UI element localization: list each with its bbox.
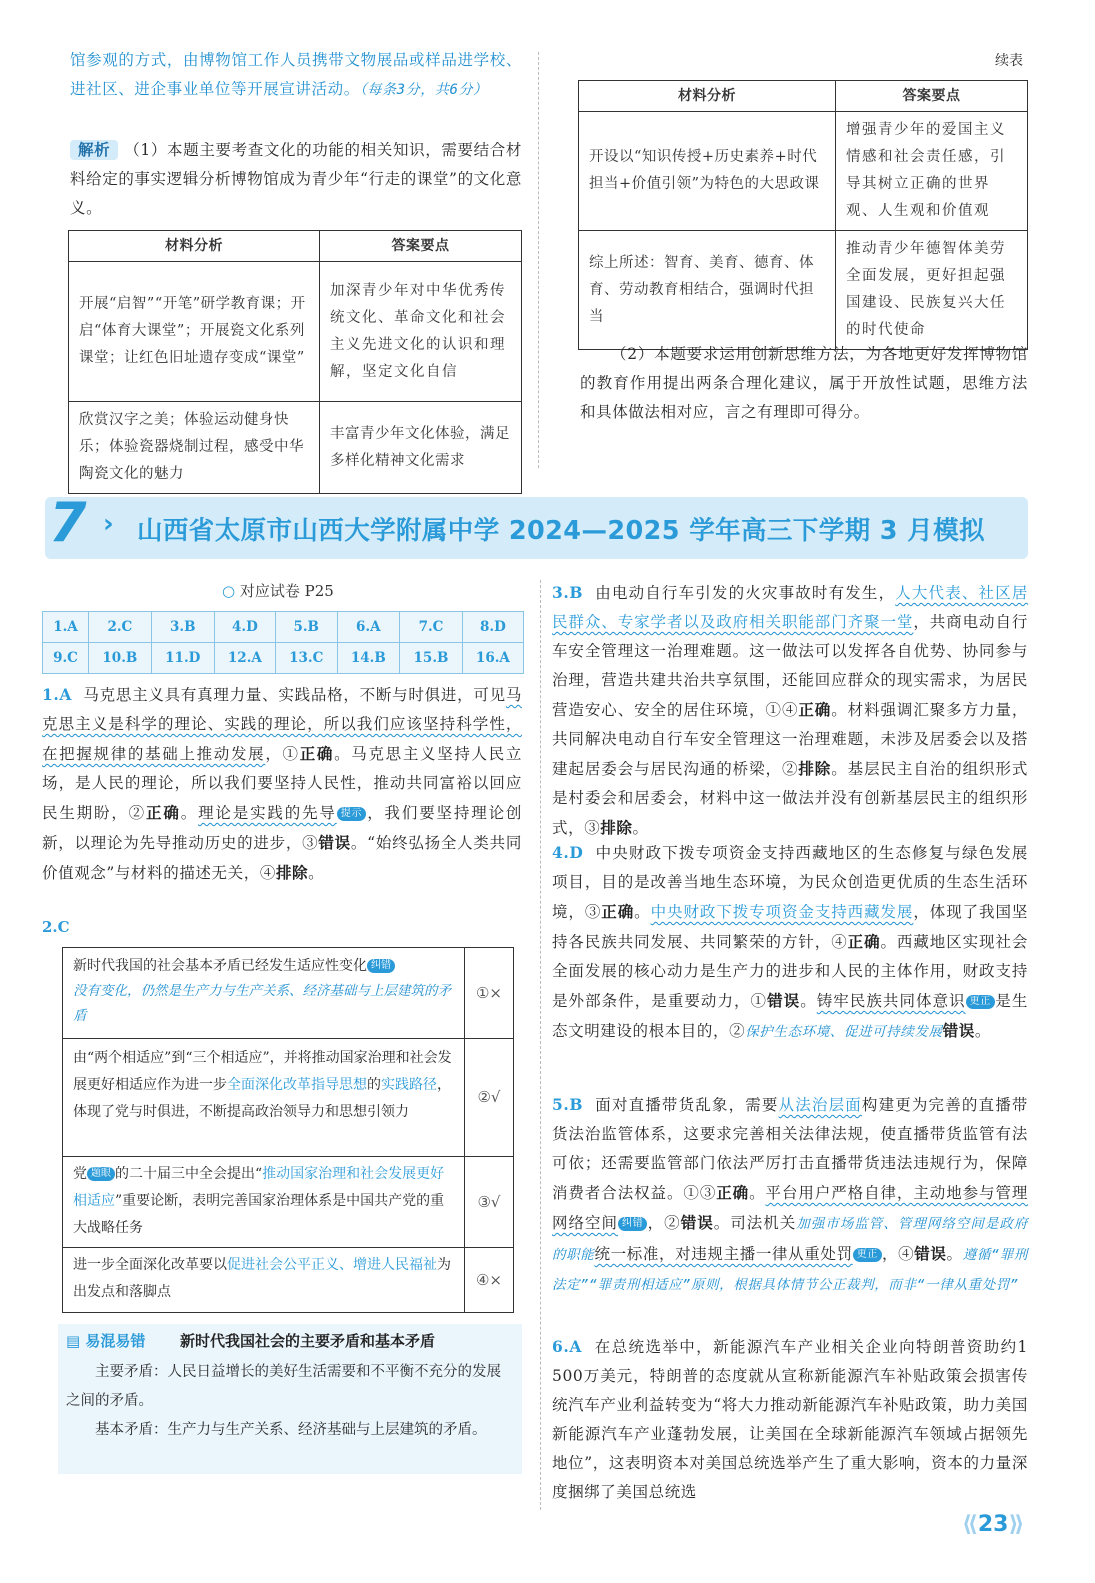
q4-text: 。 <box>634 903 651 921</box>
top-left-table <box>68 230 522 494</box>
correct-tag: 纠错 <box>367 959 395 973</box>
answer-cell: 9.C <box>43 643 89 674</box>
note-2: （2）本题要求运用创新思维方法，为各地更好发挥博物馆的教育作用提出两条合理化建议，属于开放性试题，思维方法和具体做法相对应，言之有理即可得分。 <box>580 345 1028 421</box>
q5-verdict: 错误 <box>914 1244 947 1263</box>
book-icon: ▤ <box>66 1332 81 1350</box>
answer-cell: 8.D <box>462 612 523 643</box>
q1-text: ，我们要坚持理论创新，以理论为先导推动历史的进步，③ <box>42 804 523 852</box>
q1-text: 。“始终弘扬全人类共同价值观念”与材料的描述无关，④ <box>42 834 523 882</box>
answer-cell: 1.A <box>43 612 89 643</box>
q4-verdict: 正确 <box>847 932 881 951</box>
q2-option-box <box>62 947 514 1313</box>
q1-verdict: 正确 <box>146 803 181 822</box>
q3-text: 。材料强调汇聚多方力量，共同解决电动自行车安全管理这一治理难题，未涉及居委会以及搭建起居委会与居民沟通的桥梁，② <box>552 701 1029 778</box>
q3-text: ，共商电动自行车安全管理这一治理难题。这一做法可以发挥各自优势、协同参与治理，营造共建共治共享氛围，还能回应群众的现实需求，为居民营造安心、安全的居住环境，①④ <box>552 613 1029 719</box>
hint-tag: 提示 <box>337 807 366 821</box>
continued-label: 续表 <box>995 53 1023 69</box>
answer-cell: 15.B <box>400 643 463 674</box>
q5-note: 遵循“罪刑法定”“罪责刑相适应”原则，根据具体情节公正裁判，而非“一律从重处罚” <box>552 1247 1028 1293</box>
confusable-title: 新时代我国社会的主要矛盾和基本矛盾 <box>180 1332 436 1350</box>
q1-number: 1.A <box>42 685 73 704</box>
q2-row <box>63 948 513 1039</box>
keyword-tag: 题眼 <box>87 1167 115 1181</box>
answer-cell: 5.B <box>275 612 337 643</box>
table-cell: 开设以“知识传授+历史素养+时代担当+价值引领”为特色的大思政课 <box>579 112 836 231</box>
q2-statement: 由“两个相适应”到“三个相适应”，并将推动国家治理和社会发展更好相适应作为进一步 <box>73 1050 452 1093</box>
q5-text: ，② <box>647 1214 681 1232</box>
column-divider <box>540 580 541 1510</box>
top-right-table <box>578 80 1028 350</box>
q2-row-text <box>73 954 453 1029</box>
exam-reference <box>222 580 334 601</box>
answer-cell: 3.B <box>151 612 214 643</box>
q1-text: ，① <box>265 745 300 763</box>
q5-text: ，④ <box>881 1245 915 1263</box>
confusable-box <box>58 1324 522 1474</box>
q2-mark: ④× <box>464 1248 513 1312</box>
answer-cell: 4.D <box>214 612 275 643</box>
q2-row-text <box>73 1252 453 1306</box>
q5-verdict: 错误 <box>680 1213 714 1232</box>
q3-verdict: 正确 <box>798 700 832 719</box>
section-title: 山西省太原市山西大学附属中学 2024—2025 学年高三下学期 3 月模拟 <box>137 516 985 546</box>
q3-number: 3.B <box>552 583 584 602</box>
answer-cell: 2.C <box>89 612 152 643</box>
analysis-text: （1）本题主要考查文化的功能的相关知识，需要结合材料给定的事实逻辑分析博物馆成为青少年“行走的课堂”的文化意义。 <box>70 141 522 217</box>
table-cell: 推动青少年德智体美劳全面发展，更好担起强国建设、民族复兴大任的时代使命 <box>836 231 1028 350</box>
q2-highlight: 全面深化改革指导思想 <box>227 1077 367 1093</box>
answer-cell: 6.A <box>337 612 400 643</box>
q2-statement: ”重要论断，表明完善国家治理体系是中国共产党的重大战略任务 <box>73 1193 445 1236</box>
q1-verdict: 正确 <box>299 744 335 763</box>
q4-verdict: 错误 <box>767 991 801 1010</box>
q4-number: 4.D <box>552 843 584 862</box>
correction-tag: 更正 <box>966 995 995 1009</box>
left-bracket-icon: ⟪ <box>962 1512 978 1537</box>
q2-statement: 的 <box>367 1077 381 1093</box>
q5-text: 。司法机关 <box>713 1214 797 1232</box>
exam-ref-text: 对应试卷 P25 <box>239 582 334 600</box>
answer-cell: 11.D <box>151 643 214 674</box>
q4-verdict: 正确 <box>601 902 635 921</box>
table-header: 材料分析 <box>579 81 836 112</box>
q2-row <box>63 1039 513 1157</box>
circle-bullet-icon: ○ <box>222 582 236 600</box>
q5-text: 构建更为完善的直播带货法治监管体系，这要求完善相关法律法规，使直播带货监管有法可依；还需要监管部门依法严厉打击直播带货违法违规行为，保障消费者合法权益。①③ <box>552 1096 1028 1202</box>
table-header: 答案要点 <box>836 81 1028 112</box>
q2-statement: 党 <box>73 1166 87 1182</box>
correction-tag: 更正 <box>853 1248 882 1262</box>
q3-text: 由电动自行车引发的火灾事故时有发生， <box>595 584 896 602</box>
q2-row <box>63 1248 513 1312</box>
table-header: 材料分析 <box>69 231 320 262</box>
q4-text: 。西藏地区实现社会全面发展的核心动力是生产力的进步和人民的主体作用，财政支持是外部条件，是重要动力，① <box>552 933 1028 1010</box>
q5-text: 。 <box>749 1184 766 1202</box>
confusable-label-text: 易混易错 <box>85 1332 146 1350</box>
table-cell: 开展“启智”“开笔”研学教育课；开启“体育大课堂”；开展瓷文化系列课堂；让红色旧址遗存变成“课堂” <box>69 262 320 402</box>
q2-highlight: 促进社会公平正义、增进人民福祉 <box>227 1257 437 1273</box>
correct-tag: 纠错 <box>618 1217 647 1231</box>
q4-verdict: 错误 <box>942 1021 975 1040</box>
q6-number: 6.A <box>552 1337 583 1356</box>
confusable-main: 主要矛盾：人民日益增长的美好生活需要和不平衡不充分的发展之间的矛盾。 <box>66 1364 501 1409</box>
q1-underline: 马克思主义是科学的理论、实践的理论，所以我们应该坚持科学性，在把握规律的基础上推动发展 <box>42 686 522 763</box>
confusable-basic: 基本矛盾：生产力与生产关系、经济基础与上层建筑的矛盾。 <box>95 1422 487 1438</box>
q1-text: 。马克思主义坚持人民立场，是人民的理论，所以我们要坚持人民性，推动共同富裕以回应民生期盼，② <box>42 745 523 822</box>
table-cell: 综上所述：智育、美育、德育、体育、劳动教育相结合，强调时代担当 <box>579 231 836 350</box>
answer-cell: 10.B <box>89 643 152 674</box>
q2-statement: 为出发点和落脚点 <box>73 1257 451 1300</box>
q2-row-text <box>73 1161 453 1242</box>
answer-cell: 7.C <box>400 612 463 643</box>
q4-note: 保护生态环境、促进可持续发展 <box>745 1024 943 1040</box>
q4-text: 中央财政下拨专项资金支持西藏地区的生态修复与绿色发展项目，目的是改善当地生态环境，为民众创造更优质的生态生活环境，③ <box>552 844 1028 921</box>
q2-row-text <box>73 1045 453 1126</box>
q4-underline: 铸牢民族共同体意识 <box>816 992 966 1010</box>
table-cell: 丰富青少年文化体验，满足多样化精神文化需求 <box>320 402 522 494</box>
answer-cell: 16.A <box>462 643 523 674</box>
q2-statement: ，体现了党与时俱进，不断提高政治领导力和思想引领力 <box>73 1077 451 1120</box>
question-3 <box>552 578 1028 843</box>
section-number: 7 <box>49 491 87 554</box>
q2-statement: 的二十届三中全会提出“ <box>115 1166 263 1182</box>
table-cell: 加深青少年对中华优秀传统文化、革命文化和社会主义先进文化的认识和理解，坚定文化自信 <box>320 262 522 402</box>
top-left-intro <box>70 46 522 105</box>
q1-text: 。 <box>180 804 199 822</box>
q1-verdict: 错误 <box>318 833 351 852</box>
q2-note: 没有变化，仍然是生产力与生产关系、经济基础与上层建筑的矛盾 <box>73 983 451 1024</box>
answer-cell: 13.C <box>275 643 337 674</box>
table-cell: 增强青少年的爱国主义情感和社会责任感，引导其树立正确的世界观、人生观和价值观 <box>836 112 1028 231</box>
table-header: 答案要点 <box>320 231 522 262</box>
intro-text: 馆参观的方式，由博物馆工作人员携带文物展品或样品进学校、进社区、进企事业单位等开展宣讲活动。 <box>70 51 522 98</box>
q5-underline: 平台用户严格自律，主动地参与管理网络空间 <box>552 1184 1029 1232</box>
section-banner <box>45 491 1028 559</box>
q2-mark: ②√ <box>464 1039 513 1156</box>
q4-underline: 中央财政下拨专项资金支持西藏发展 <box>650 903 914 921</box>
q2-statement: 进一步全面深化改革要以 <box>73 1257 227 1273</box>
q5-underline: 统一标准，对违规主播一律从重处罚 <box>594 1245 853 1263</box>
q6-text: 在总统选举中，新能源汽车产业相关企业向特朗普资助约1 500万美元，特朗普的态度就从宣称新能源汽车补贴政策会损害传统汽车产业利益转变为“将大力推动新能源汽车补贴政策，助力美国新能源汽车产业蓬勃发展，让美国在全球新能源汽车领域占据领先地位”，这表明资本对美国总统选举产生了重大影响，资本的力量深度捆绑了美国总统选 <box>552 1338 1028 1501</box>
question-4 <box>552 838 1028 1047</box>
q1-verdict: 排除 <box>275 863 309 882</box>
q2-mark: ③√ <box>464 1157 513 1247</box>
q1-text: 马克思主义具有真理力量、实践品格，不断与时俱进，可见 <box>83 686 506 704</box>
q2-highlight: 推动国家治理和社会发展更好相适应 <box>73 1166 445 1209</box>
q1-text: 。 <box>308 864 325 882</box>
q3-underline: 人大代表、社区居民群众、专家学者以及政府相关职能部门齐聚一堂 <box>552 584 1028 631</box>
section-arrow: › <box>103 509 114 539</box>
analysis-paragraph <box>70 136 522 223</box>
q1-underline: 理论是实践的先导 <box>198 804 337 822</box>
question-6 <box>552 1332 1028 1507</box>
q3-text: 。基层民主自治的组织形式是村委会和居委会，材料中这一做法并没有创新基层民主的组织形式，③ <box>552 760 1029 837</box>
q5-text: 。 <box>946 1245 963 1263</box>
q2-row <box>63 1157 513 1248</box>
q5-note: 加强市场监管、管理网络空间是政府的职能 <box>552 1216 1028 1263</box>
q2-statement: 新时代我国的社会基本矛盾已经发生适应性变化 <box>73 958 367 974</box>
page-number-text: 23 <box>977 1512 1009 1537</box>
q5-verdict: 正确 <box>716 1183 750 1202</box>
page-number <box>962 1512 1024 1537</box>
q5-underline: 从法治层面 <box>778 1096 862 1114</box>
q3-verdict: 排除 <box>798 759 832 778</box>
answer-grid <box>42 611 524 674</box>
confusable-label <box>66 1330 145 1351</box>
q3-verdict: 排除 <box>600 818 633 837</box>
question-1 <box>42 680 522 888</box>
q2-highlight: 实践路径 <box>381 1077 437 1093</box>
question-5 <box>552 1090 1028 1300</box>
answer-cell: 12.A <box>214 643 275 674</box>
q5-text: 面对直播带货乱象，需要 <box>595 1096 779 1114</box>
table-cell: 欣赏汉字之美；体验运动健身快乐；体验瓷器烧制过程，感受中华陶瓷文化的魅力 <box>69 402 320 494</box>
q2-number: 2.C <box>42 918 70 936</box>
q4-text: 是生态文明建设的根本目的，② <box>552 992 1028 1040</box>
q2-mark: ①× <box>464 948 513 1038</box>
intro-score: （每条3分，共6分） <box>359 82 488 98</box>
column-divider <box>538 52 539 468</box>
q4-text: ，体现了我国坚持各民族共同发展、共同繁荣的方针，④ <box>552 903 1029 951</box>
q5-number: 5.B <box>552 1095 584 1114</box>
q4-text: 。 <box>974 1022 991 1040</box>
q3-text: 。 <box>632 819 649 837</box>
analysis-tag: 解析 <box>70 140 118 160</box>
right-bracket-icon: ⟫ <box>1008 1512 1025 1537</box>
q4-text: 。 <box>800 992 817 1010</box>
answer-cell: 14.B <box>337 643 400 674</box>
